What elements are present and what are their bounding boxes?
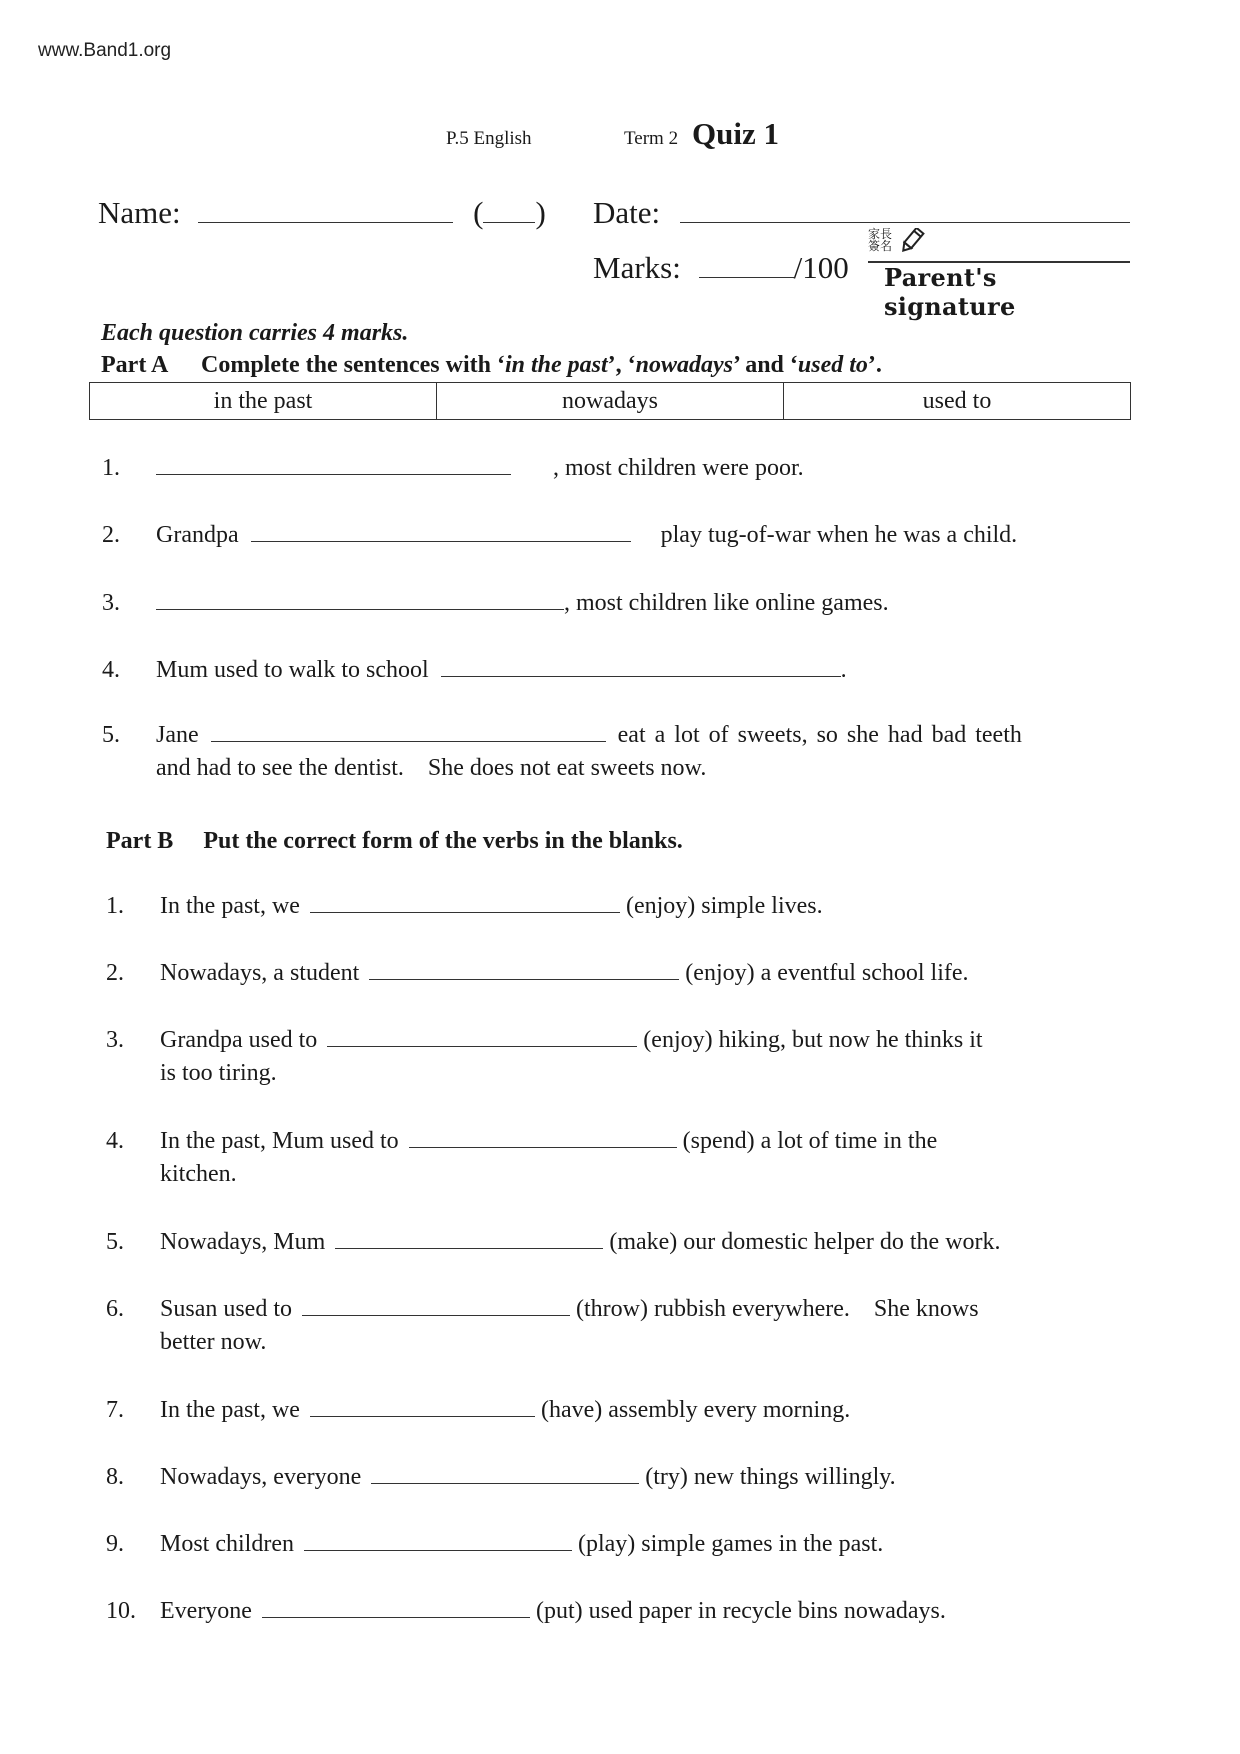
answer-blank[interactable] bbox=[304, 1550, 572, 1551]
subject-label: P.5 English bbox=[446, 128, 532, 149]
question-number: 4. bbox=[106, 1128, 124, 1154]
part-a-label: Part A bbox=[101, 352, 167, 378]
question-number: 5. bbox=[106, 1229, 124, 1255]
question-text-continued: is too tiring. bbox=[160, 1060, 277, 1086]
question-text-after: . bbox=[840, 657, 847, 683]
question-text-after: , most children like online games. bbox=[564, 590, 889, 616]
part-a-question-5 bbox=[102, 722, 1022, 782]
signature-chinese-label bbox=[868, 228, 892, 252]
part-b-question-8 bbox=[106, 1464, 896, 1491]
answer-blank[interactable] bbox=[441, 676, 841, 677]
question-number: 2. bbox=[102, 522, 120, 548]
question-text-after: eat a lot of sweets, so she had bad teeth bbox=[617, 722, 1022, 748]
class-number-close-paren: ) bbox=[535, 195, 546, 230]
question-text-before: Mum used to walk to school bbox=[156, 657, 429, 683]
answer-blank[interactable] bbox=[335, 1248, 603, 1249]
answer-blank[interactable] bbox=[262, 1617, 530, 1618]
question-text-continued: kitchen. bbox=[160, 1161, 237, 1187]
question-text-before: Everyone bbox=[160, 1598, 252, 1624]
question-text-before: Grandpa used to bbox=[160, 1027, 318, 1053]
question-text-before: Jane bbox=[156, 722, 199, 748]
question-text-after: (enjoy) a eventful school life. bbox=[685, 960, 969, 986]
word-bank-cell: nowadays bbox=[437, 383, 784, 419]
answer-blank[interactable] bbox=[156, 609, 564, 610]
part-b-title: Put the correct form of the verbs in the blanks. bbox=[203, 828, 683, 854]
question-text-before: In the past, Mum used to bbox=[160, 1128, 399, 1154]
word-bank-cell: used to bbox=[922, 388, 992, 414]
answer-blank[interactable] bbox=[327, 1046, 637, 1047]
part-b-question-9 bbox=[106, 1531, 883, 1558]
question-number: 5. bbox=[102, 722, 120, 748]
question-text-after: , most children were poor. bbox=[553, 455, 804, 481]
answer-blank[interactable] bbox=[211, 741, 606, 742]
term-label: Term 2 bbox=[624, 128, 679, 149]
answer-blank[interactable] bbox=[409, 1147, 677, 1148]
date-field[interactable] bbox=[680, 222, 1130, 223]
question-number: 1. bbox=[102, 455, 120, 481]
question-text-after: (try) new things willingly. bbox=[645, 1464, 896, 1490]
question-text-after: (throw) rubbish everywhere. She knows bbox=[576, 1296, 979, 1322]
part-b-question-1 bbox=[106, 893, 823, 920]
question-text-before: Nowadays, a student bbox=[160, 960, 360, 986]
answer-blank[interactable] bbox=[302, 1315, 570, 1316]
question-number: 2. bbox=[106, 960, 124, 986]
question-text-before: Nowadays, Mum bbox=[160, 1229, 326, 1255]
part-a-question-3 bbox=[102, 590, 889, 617]
question-number: 10. bbox=[106, 1598, 136, 1624]
question-text-after: (put) used paper in recycle bins nowadays. bbox=[535, 1598, 946, 1624]
marks-total: /100 bbox=[793, 250, 849, 285]
part-b-question-6 bbox=[106, 1296, 979, 1356]
date-row bbox=[593, 195, 1130, 231]
signature-label: Parent's signature bbox=[884, 263, 1016, 321]
part-b-question-4 bbox=[106, 1128, 937, 1188]
answer-blank[interactable] bbox=[310, 912, 620, 913]
question-number: 3. bbox=[106, 1027, 124, 1053]
question-number: 1. bbox=[106, 893, 124, 919]
question-text-after: (have) assembly every morning. bbox=[540, 1397, 851, 1423]
answer-blank[interactable] bbox=[310, 1416, 535, 1417]
question-text-before: Most children bbox=[160, 1531, 294, 1557]
word-bank-table bbox=[89, 382, 1131, 420]
signature-chinese-line1: 家長 bbox=[868, 227, 893, 241]
question-number: 9. bbox=[106, 1531, 124, 1557]
answer-blank[interactable] bbox=[371, 1483, 639, 1484]
question-text-after: (enjoy) hiking, but now he thinks it bbox=[643, 1027, 983, 1053]
website-watermark: www.Band1.org bbox=[38, 40, 172, 61]
class-number-open-paren: ( bbox=[473, 195, 484, 230]
marking-instructions: Each question carries 4 marks. bbox=[101, 320, 409, 346]
question-text-after: play tug-of-war when he was a child. bbox=[660, 522, 1018, 548]
question-number: 8. bbox=[106, 1464, 124, 1490]
part-a-question-4 bbox=[102, 657, 847, 684]
question-text-before: Grandpa bbox=[156, 522, 239, 548]
question-text-continued: better now. bbox=[160, 1329, 267, 1355]
question-text-after: (make) our domestic helper do the work. bbox=[609, 1229, 1001, 1255]
pencil-icon bbox=[898, 228, 926, 259]
question-text-before: In the past, we bbox=[160, 1397, 300, 1423]
date-label: Date: bbox=[593, 195, 661, 230]
part-b-question-3 bbox=[106, 1027, 983, 1087]
answer-blank[interactable] bbox=[156, 474, 511, 475]
part-a-heading bbox=[101, 352, 882, 379]
part-a-title: Complete the sentences with ‘in the past’, ‘nowadays’ and ‘used to’. bbox=[201, 352, 882, 378]
question-number: 6. bbox=[106, 1296, 124, 1322]
quiz-title: Quiz 1 bbox=[692, 116, 779, 151]
name-row bbox=[98, 195, 546, 231]
part-b-label: Part B bbox=[106, 828, 174, 854]
question-text-after: (spend) a lot of time in the bbox=[682, 1128, 938, 1154]
question-text-continued: and had to see the dentist. She does not eat sweets now. bbox=[156, 755, 707, 781]
part-b-question-5 bbox=[106, 1229, 1001, 1256]
parent-signature-box bbox=[868, 228, 1130, 321]
name-field[interactable] bbox=[198, 222, 453, 223]
question-text-before: Nowadays, everyone bbox=[160, 1464, 362, 1490]
marks-label: Marks: bbox=[593, 250, 681, 285]
part-b-heading bbox=[106, 828, 683, 855]
question-text-after: (play) simple games in the past. bbox=[577, 1531, 884, 1557]
part-b-question-10 bbox=[106, 1598, 946, 1625]
question-text-before: Susan used to bbox=[160, 1296, 292, 1322]
question-number: 3. bbox=[102, 590, 120, 616]
question-number: 7. bbox=[106, 1397, 124, 1423]
question-number: 4. bbox=[102, 657, 120, 683]
answer-blank[interactable] bbox=[251, 541, 631, 542]
class-number-field[interactable] bbox=[483, 222, 535, 223]
part-b-question-2 bbox=[106, 960, 969, 987]
part-b-question-7 bbox=[106, 1397, 850, 1424]
signature-chinese-line2: 簽名 bbox=[868, 239, 893, 253]
answer-blank[interactable] bbox=[369, 979, 679, 980]
name-label: Name: bbox=[98, 195, 181, 230]
marks-field[interactable] bbox=[699, 277, 794, 278]
question-text-after: (enjoy) simple lives. bbox=[625, 893, 823, 919]
marks-row bbox=[593, 250, 849, 286]
word-bank-cell: in the past bbox=[90, 383, 437, 419]
part-a-question-2 bbox=[102, 522, 1017, 549]
question-text-before: In the past, we bbox=[160, 893, 300, 919]
part-a-question-1 bbox=[102, 455, 804, 482]
